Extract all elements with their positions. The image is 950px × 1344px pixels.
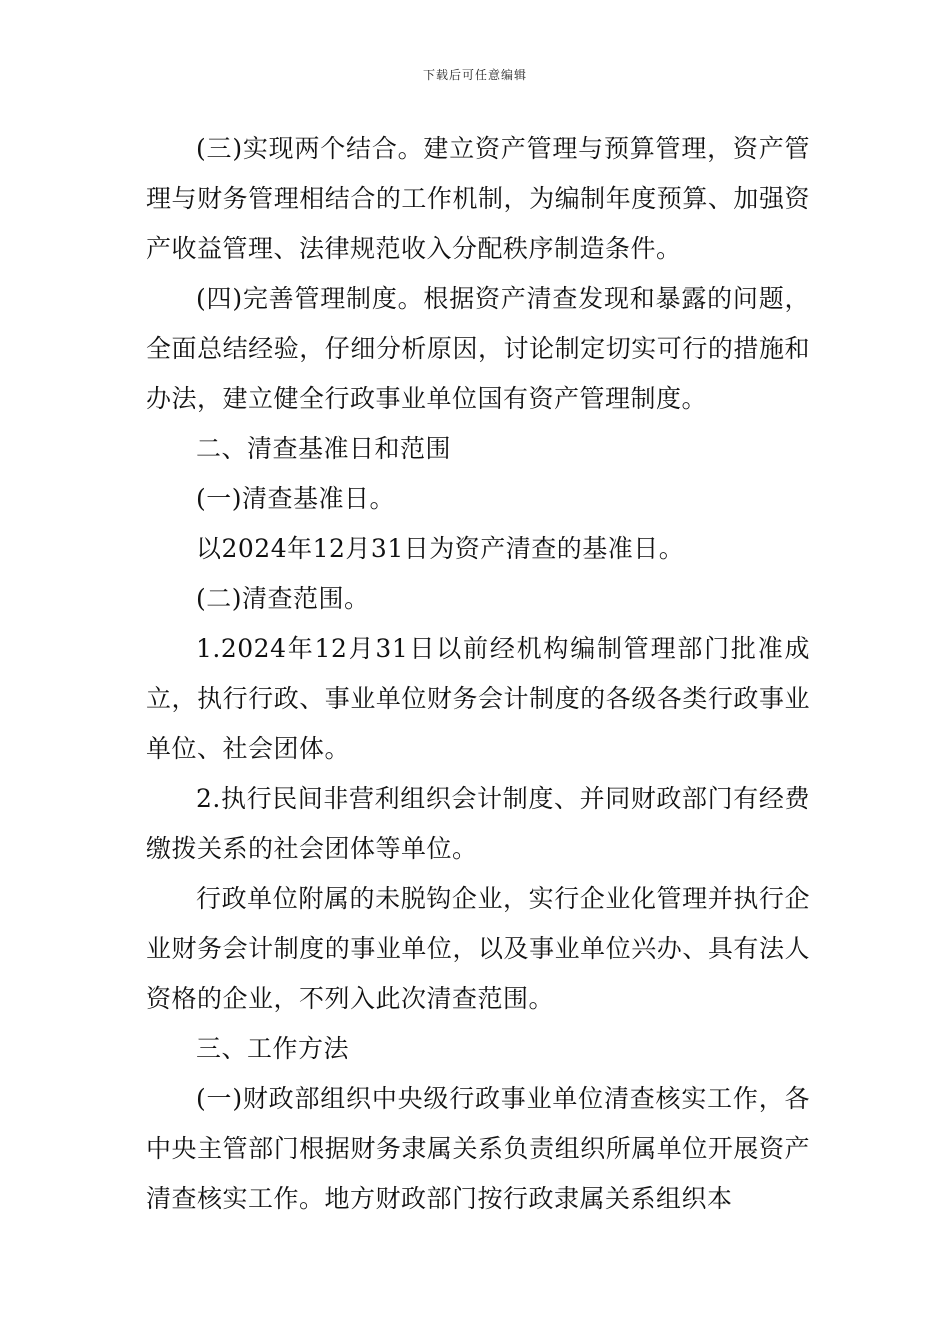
section-heading-methods: 三、工作方法 bbox=[196, 1034, 350, 1063]
paragraph-method-one: (一)财政部组织中央级行政事业单位清查核实工作，各中央主管部门根据财务隶属关系负责组织所属单位开展资产清查核实工作。地方财政部门按行政隶属关系组织本 bbox=[146, 1084, 810, 1213]
paragraph-scope-item-2: 2.执行民间非营利组织会计制度、并同财政部门有经费缴拨关系的社会团体等单位。 bbox=[146, 784, 810, 863]
subheading-base-date: (一)清查基准日。 bbox=[196, 484, 396, 513]
paragraph-goal-four: (四)完善管理制度。根据资产清查发现和暴露的问题，全面总结经验，仔细分析原因，讨论制定切实可行的措施和办法，建立健全行政事业单位国有资产管理制度。 bbox=[146, 284, 810, 413]
section-heading-base-date-scope: 二、清查基准日和范围 bbox=[196, 434, 452, 463]
subheading-scope: (二)清查范围。 bbox=[196, 584, 370, 613]
paragraph-scope-exclusions: 行政单位附属的未脱钩企业，实行企业化管理并执行企业财务会计制度的事业单位，以及事业单位兴办、具有法人资格的企业，不列入此次清查范围。 bbox=[146, 884, 810, 1013]
paragraph-base-date: 以2024年12月31日为资产清查的基准日。 bbox=[196, 534, 685, 563]
page-header-note: 下载后可任意编辑 bbox=[422, 68, 527, 82]
paragraph-scope-item-1: 1.2024年12月31日以前经机构编制管理部门批准成立，执行行政、事业单位财务会计制度的各级各类行政事业单位、社会团体。 bbox=[146, 634, 810, 763]
paragraph-goal-three: (三)实现两个结合。建立资产管理与预算管理，资产管理与财务管理相结合的工作机制，为编制年度预算、加强资产收益管理、法律规范收入分配秩序制造条件。 bbox=[146, 134, 810, 263]
document-body bbox=[146, 124, 810, 1224]
